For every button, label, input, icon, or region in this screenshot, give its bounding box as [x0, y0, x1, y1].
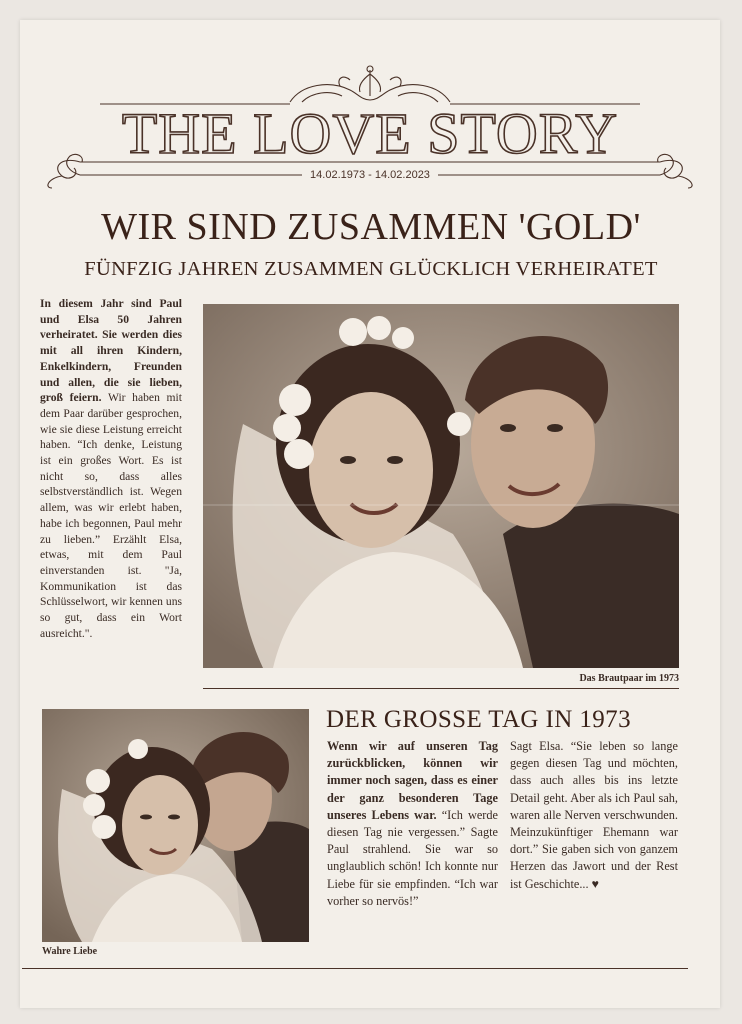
intro-article: [40, 296, 182, 641]
masthead-dates-text: 14.02.1973 - 14.02.2023: [302, 169, 438, 181]
wedding-photo-main: [203, 304, 679, 668]
section-lead: Wenn wir auf unseren Tag zurückblicken, können wir immer noch sagen, dass es einer der ganz besonderen Tage unseres Lebens war.: [327, 739, 498, 822]
intro-body: Wir haben mit dem Paar darüber gesprochen, wie sie diese Leistung erreicht haben. “Ich denke, Leistung ist ein großes Wort. Es ist nicht so, dass alles selbstverständlich ist. Wegen allem, was wir erlebt haben, habe ich begonnen, Paul mehr zu lieben.” Erzählt Elsa, etwas, mit dem Paul einverstanden ist. "Ja, Kommunikation ist das Schlüsselwort, wir kennen uns so gut, dass ein Wort ausreicht.".: [40, 391, 182, 640]
section-column-2: Sagt Elsa. “Sie leben so lange gegen diesen Tag und möchten, dass auch alles bis ins letzte Detail geht. Aber als ich Paul sah, waren alle Nerven verschwunden. Meinzukünftiger Ehemann war dort.” Sie gaben sich von ganzem Herzen das Jawort und der Rest ist Geschichte... ♥: [510, 739, 678, 891]
wedding-photo-kiss: [42, 709, 309, 942]
wedding-photo-kiss-image: [42, 709, 309, 942]
wedding-photo-main-image: [203, 304, 679, 668]
section-body-1: “Ich werde diesen Tag nie vergessen.” Sagte Paul strahlend. Sie war so unglaublich schön! Ich konnte nur Liebe für sie empfinden. “Ich war vorher so nervös!”: [327, 807, 498, 908]
masthead-dates: [40, 168, 700, 182]
subheadline: FÜNFZIG JAHREN ZUSAMMEN GLÜCKLICH VERHEIRATET: [84, 258, 658, 280]
main-photo-caption: Das Brautpaar im 1973: [579, 673, 679, 684]
headline: WIR SIND ZUSAMMEN 'GOLD': [101, 206, 641, 248]
masthead: [40, 60, 700, 190]
caption-rule: [203, 688, 679, 689]
intro-lead: In diesem Jahr sind Paul und Elsa 50 Jahren verheiratet. Sie werden dies mit all ihren Kindern, Enkelkindern, Freunden und allen, die sie lieben, groß feiern.: [40, 297, 182, 405]
section-title: DER GROSSE TAG IN 1973: [326, 706, 631, 733]
small-photo-caption: Wahre Liebe: [42, 946, 98, 957]
masthead-title: THE LOVE STORY: [121, 101, 619, 166]
section-column-1: [327, 738, 498, 910]
bottom-rule: [22, 968, 688, 969]
